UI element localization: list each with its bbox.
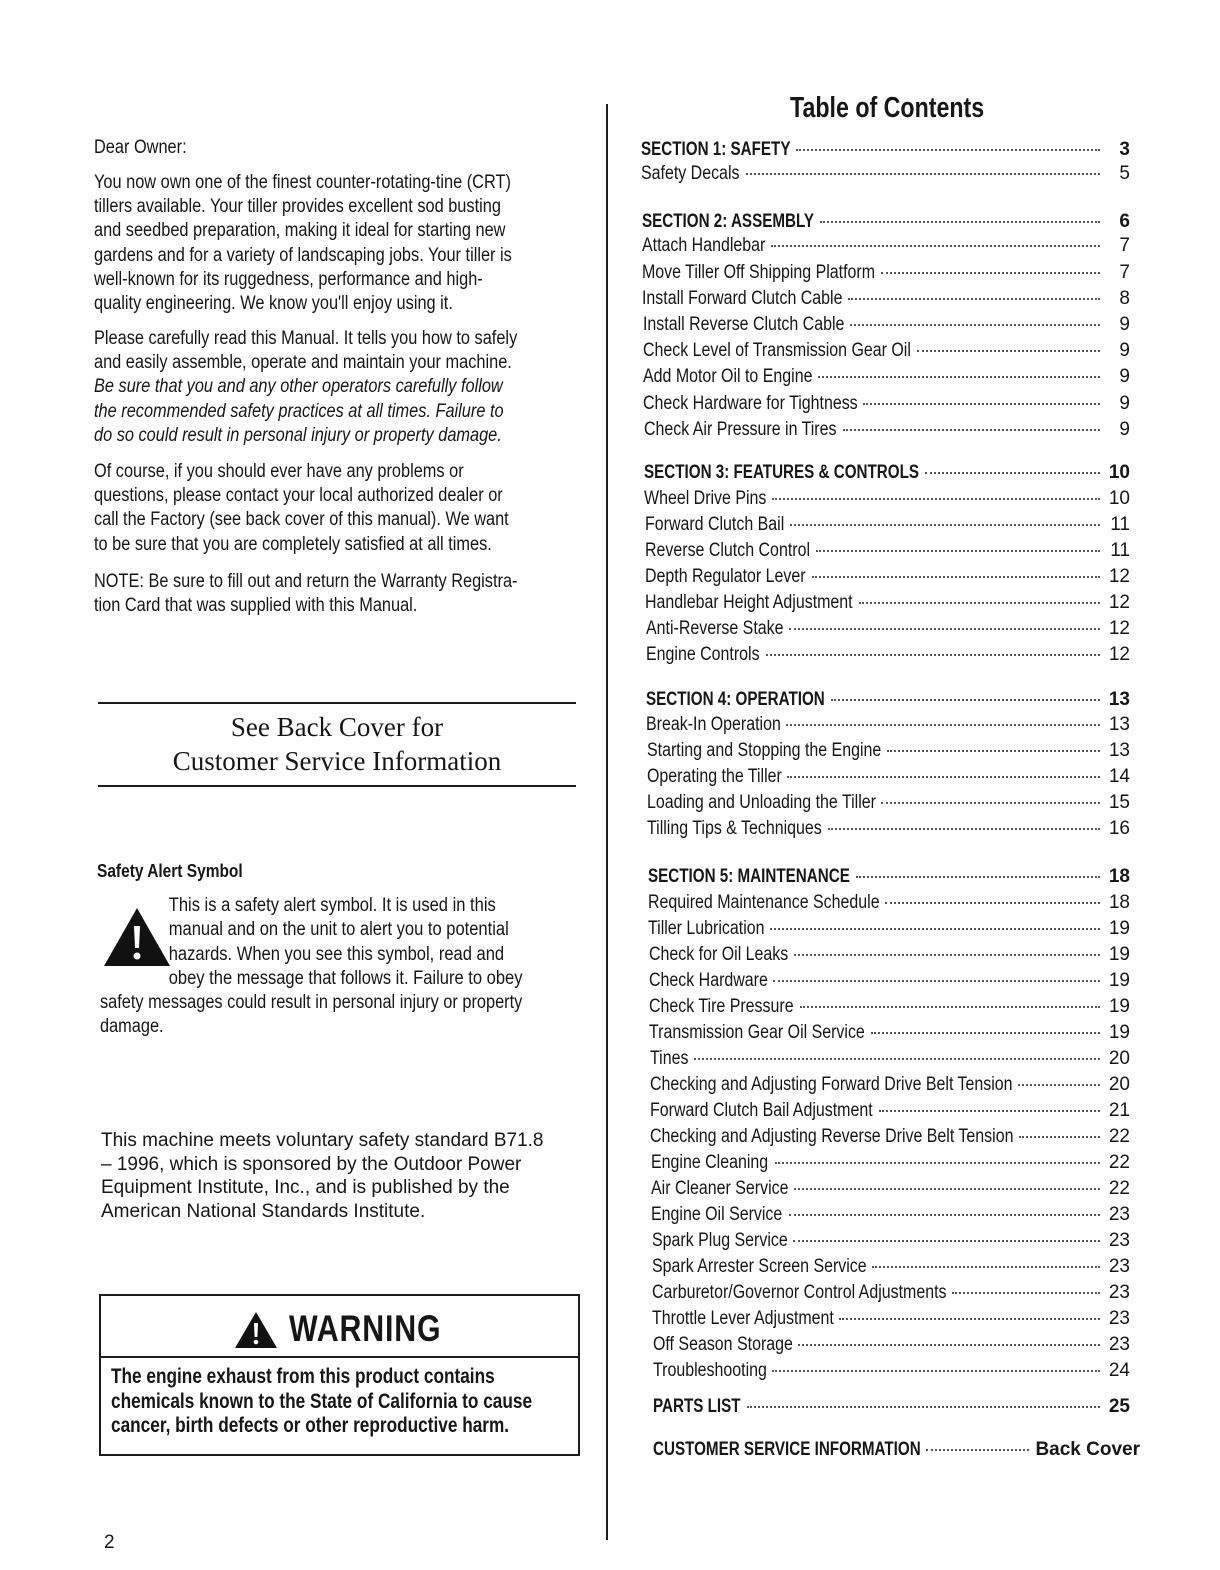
toc-page-number: 6 [1119,211,1130,232]
toc-entry-row [642,262,1130,288]
toc-entry-row [643,314,1130,340]
toc-section-row [653,1396,1130,1422]
text-line: Of course, if you should ever have any problems or [94,461,464,482]
toc-entry-label: Add Motor Oil to Engine [643,366,813,387]
toc-leader-dots [746,173,1100,175]
toc-page-number: 11 [1110,514,1130,535]
toc-entry-label: Install Forward Clutch Cable [642,288,843,309]
toc-leader-dots [793,1240,1100,1242]
toc-leader-dots [926,1449,1029,1451]
toc-entry-row [645,540,1130,566]
text-line: to be sure that you are completely satisfied at all times. [94,533,492,555]
toc-entry-label: Reverse Clutch Control [645,540,810,561]
toc-entry-row [651,1204,1130,1230]
safety-standard-note [101,1129,586,1223]
toc-entry-row [652,1256,1130,1282]
toc-section-row [648,866,1130,892]
toc-page-number: 23 [1108,1230,1130,1251]
toc-page-number: 12 [1108,618,1130,639]
toc-section-row [644,462,1130,488]
text-line: hazards. When you see this symbol, read and [168,943,505,965]
toc-page-number: 9 [1119,340,1130,361]
toc-section-row [653,1439,1140,1465]
toc-section-row [642,211,1130,237]
toc-leader-dots [796,149,1100,151]
toc-entry-row [650,1126,1130,1152]
safety-alert-heading: Safety Alert Symbol [97,861,243,881]
toc-leader-dots [816,550,1100,552]
toc-leader-dots [812,576,1100,578]
toc-entry-row [646,618,1130,644]
text-line: questions, please contact your local authorized dealer or [94,485,503,507]
text-line: Please carefully read this Manual. It tells you how to safely [94,328,518,349]
toc-leader-dots [881,272,1100,274]
toc-entry-row [650,1048,1130,1074]
toc-page-number: 9 [1119,419,1130,440]
toc-page-number: 22 [1108,1178,1130,1199]
toc-page-number: 9 [1119,393,1130,414]
toc-page-number: 24 [1108,1360,1130,1381]
text-line: – 1996, which is sponsored by the Outdoor Power [101,1153,522,1175]
toc-entry-label: Check Air Pressure in Tires [644,419,837,440]
toc-leader-dots [925,472,1100,474]
toc-page-number: 11 [1110,540,1130,561]
toc-page-number: 22 [1108,1126,1130,1147]
toc-entry-row [645,592,1130,618]
toc-section-row [646,689,1130,715]
toc-leader-dots [952,1292,1100,1294]
toc-leader-dots [789,1214,1100,1216]
text-line: chemicals known to the State of California to cause [111,1389,533,1413]
toc-entry-label: Required Maintenance Schedule [648,892,880,913]
text-line: You now own one of the finest counter-rotating-tine (CRT) [94,172,511,193]
toc-entry-row [652,1230,1130,1256]
intro-paragraph-1 [94,171,558,316]
toc-entry-label: Move Tiller Off Shipping Platform [642,262,875,283]
text-line: well-known for its ruggedness, performance and high- [94,268,483,290]
notice-line: See Back Cover for [230,712,444,742]
toc-entry-label: Check Level of Transmission Gear Oil [643,340,911,361]
toc-entry-row [653,1334,1130,1360]
toc-entry-label: Safety Decals [641,163,740,184]
warning-box [99,1294,580,1456]
toc-entry-label: PARTS LIST [653,1396,741,1417]
text-line: This machine meets voluntary safety standard B71.8 [101,1130,544,1151]
toc-page-number: 12 [1108,566,1130,587]
toc-entry-row [647,792,1130,818]
toc-entry-row [647,766,1130,792]
toc-entry-row [645,566,1130,592]
toc-page-number: 18 [1108,866,1130,887]
toc-entry-label: Loading and Unloading the Tiller [647,792,876,813]
toc-leader-dots [770,928,1100,930]
text-line: This is a safety alert symbol. It is used in this [168,895,496,916]
toc-leader-dots [917,350,1100,352]
toc-page-number: 8 [1119,288,1130,309]
toc-page-number: 23 [1108,1256,1130,1277]
text-line: NOTE: Be sure to fill out and return the Warranty Registra- [94,571,518,592]
toc-title: Table of Contents [790,92,985,124]
toc-leader-dots [843,429,1100,431]
toc-page-number: 23 [1108,1204,1130,1225]
toc-leader-dots [772,498,1100,500]
toc-page-number: 13 [1108,740,1130,761]
toc-leader-dots [850,324,1100,326]
toc-leader-dots [800,1006,1100,1008]
intro-paragraph-3 [94,460,558,557]
toc-entry-row [643,366,1130,392]
toc-entry-label: Install Reverse Clutch Cable [643,314,845,335]
toc-leader-dots [794,954,1100,956]
toc-leader-dots [831,699,1100,701]
text-line: tion Card that was supplied with this Manual. [94,595,418,617]
toc-leader-dots [773,980,1100,982]
toc-entry-label: SECTION 1: SAFETY [641,139,791,160]
toc-entry-label: Engine Controls [646,644,760,665]
toc-entry-row [652,1282,1130,1308]
toc-entry-label: Starting and Stopping the Engine [647,740,882,761]
toc-page-number: 9 [1119,314,1130,335]
toc-page-number: 23 [1108,1308,1130,1329]
toc-page-number: 20 [1108,1048,1130,1069]
toc-leader-dots [775,1162,1100,1164]
divider-rule [98,785,576,787]
toc-entry-row [643,340,1130,366]
toc-entry-label: Carburetor/Governor Control Adjustments [652,1282,947,1303]
italic-line: the recommended safety practices at all times. Failure to [94,400,504,422]
toc-entry-row [649,996,1130,1022]
warning-header [101,1296,578,1358]
toc-entry-label: Spark Arrester Screen Service [652,1256,867,1277]
toc-page-number: 14 [1108,766,1130,787]
text-line: cancer, birth defects or other reproductive harm. [111,1414,510,1437]
toc-entry-label: Off Season Storage [653,1334,793,1355]
toc-page-number: Back Cover [1035,1439,1140,1460]
toc-leader-dots [856,876,1100,878]
warning-triangle-icon [234,1311,278,1349]
toc-page-number: 5 [1119,163,1130,184]
toc-leader-dots [789,628,1100,630]
toc-page-number: 9 [1119,366,1130,387]
toc-entry-row [650,1100,1130,1126]
toc-page-number: 22 [1108,1152,1130,1173]
toc-entry-label: Forward Clutch Bail Adjustment [650,1100,873,1121]
toc-entry-label: Forward Clutch Bail [645,514,785,535]
toc-entry-label: Tines [650,1048,689,1069]
toc-leader-dots [887,750,1100,752]
toc-leader-dots [787,776,1100,778]
toc-page-number: 12 [1108,644,1130,665]
toc-entry-row [646,714,1130,740]
toc-leader-dots [1019,1136,1100,1138]
toc-page-number: 21 [1108,1100,1130,1121]
toc-page-number: 12 [1108,592,1130,613]
toc-entry-row [644,488,1130,514]
toc-entry-row [641,163,1130,189]
toc-page-number: 18 [1108,892,1130,913]
italic-line: Be sure that you and any other operators carefully follow [94,376,503,398]
toc-page-number: 19 [1108,918,1130,939]
toc-page-number: 16 [1108,818,1130,839]
toc-page-number: 13 [1108,689,1130,710]
toc-entry-label: Engine Cleaning [651,1152,769,1173]
toc-entry-label: Check Hardware for Tightness [643,393,858,414]
column-divider [606,104,608,1540]
toc-leader-dots [879,1110,1100,1112]
safety-alert-text [100,894,580,1040]
toc-leader-dots [818,376,1100,378]
toc-leader-dots [820,221,1100,223]
toc-entry-row [642,288,1130,314]
toc-page-number: 10 [1108,488,1130,509]
toc-entry-label: Tilling Tips & Techniques [647,818,822,839]
toc-leader-dots [772,1370,1100,1372]
toc-entry-row [649,1022,1130,1048]
toc-entry-label: Anti-Reverse Stake [646,618,784,639]
toc-entry-label: Break-In Operation [646,714,781,735]
toc-leader-dots [794,1188,1100,1190]
text-line: safety messages could result in personal injury or property [100,992,523,1014]
toc-entry-row [649,944,1130,970]
toc-entry-label: Air Cleaner Service [651,1178,789,1199]
toc-leader-dots [885,902,1100,904]
toc-page-number: 3 [1119,139,1130,160]
toc-page-number: 10 [1108,462,1130,483]
notice-line: Customer Service Information [172,746,502,776]
toc-page-number: 20 [1108,1074,1130,1095]
toc-entry-label: Spark Plug Service [652,1230,788,1251]
toc-leader-dots [771,245,1100,247]
intro-paragraph-2 [94,327,558,448]
toc-leader-dots [848,298,1100,300]
text-line: and seedbed preparation, making it ideal for starting new [94,220,506,242]
toc-page-number: 19 [1108,1022,1130,1043]
toc-leader-dots [863,403,1100,405]
toc-page-number: 7 [1119,235,1130,256]
toc-leader-dots [881,802,1100,804]
toc-page-number: 13 [1108,714,1130,735]
text-line: and easily assemble, operate and maintain your machine. [94,352,512,374]
text-line: obey the message that follows it. Failure to obey [168,967,523,989]
toc-entry-row [649,970,1130,996]
toc-entry-label: Attach Handlebar [642,235,766,256]
toc-entry-label: Check Tire Pressure [649,996,794,1017]
toc-entry-label: Check for Oil Leaks [649,944,789,965]
toc-entry-label: Transmission Gear Oil Service [649,1022,865,1043]
toc-page-number: 23 [1108,1334,1130,1355]
text-line: The engine exhaust from this product contains [111,1365,495,1388]
text-line: gardens and for a variety of landscaping jobs. Your tiller is [94,244,512,266]
toc-entry-label: Checking and Adjusting Forward Drive Belt Tension [650,1074,1013,1095]
toc-entry-label: Engine Oil Service [651,1204,783,1225]
divider-rule [98,702,576,704]
registration-note [94,570,558,618]
toc-entry-label: Troubleshooting [653,1360,767,1381]
page-number: 2 [104,1532,115,1553]
toc-leader-dots [1018,1084,1100,1086]
warning-message [111,1365,624,1439]
toc-entry-label: Depth Regulator Lever [645,566,806,587]
toc-entry-row [652,1308,1130,1334]
toc-leader-dots [786,724,1100,726]
toc-leader-dots [790,524,1100,526]
toc-entry-label: Throttle Lever Adjustment [652,1308,834,1329]
toc-entry-row [642,235,1130,261]
toc-leader-dots [828,828,1100,830]
text-line: quality engineering. We know you'll enjoy using it. [94,293,453,315]
text-line: American National Standards Institute. [101,1200,426,1222]
text-line: manual and on the unit to alert you to potential [168,919,509,941]
toc-entry-row [645,514,1130,540]
toc-entry-row [650,1074,1130,1100]
text-line: tillers available. Your tiller provides excellent sod busting [94,196,501,218]
toc-page-number: 23 [1108,1282,1130,1303]
back-cover-notice [98,710,576,778]
toc-page-number: 15 [1108,792,1130,813]
toc-entry-row [643,393,1130,419]
toc-entry-label: Handlebar Height Adjustment [645,592,853,613]
text-line: damage. [100,1016,164,1038]
toc-leader-dots [872,1266,1100,1268]
toc-entry-label: SECTION 2: ASSEMBLY [642,211,815,232]
toc-page-number: 25 [1108,1396,1130,1417]
toc-entry-label: Check Hardware [649,970,768,991]
toc-leader-dots [871,1032,1100,1034]
text-line: Equipment Institute, Inc., and is published by the [101,1177,510,1199]
toc-entry-label: Tiller Lubrication [648,918,765,939]
toc-entry-row [647,818,1130,844]
toc-entry-label: Operating the Tiller [647,766,782,787]
text-line: call the Factory (see back cover of this manual). We want [94,509,509,531]
toc-leader-dots [839,1318,1100,1320]
toc-section-row [641,139,1130,165]
toc-entry-row [644,419,1130,445]
left-column [0,0,600,1570]
italic-line: do so could result in personal injury or property damage. [94,424,502,446]
toc-leader-dots [859,602,1100,604]
toc-entry-label: Checking and Adjusting Reverse Drive Belt Tension [650,1126,1014,1147]
toc-entry-label: CUSTOMER SERVICE INFORMATION [653,1439,921,1460]
toc-page-number: 7 [1119,262,1130,283]
toc-leader-dots [747,1406,1100,1408]
toc-entry-row [651,1152,1130,1178]
toc-entry-label: SECTION 5: MAINTENANCE [648,866,850,887]
toc-leader-dots [766,654,1100,656]
toc-entry-row [653,1360,1130,1386]
toc-entry-row [648,918,1130,944]
warning-title: WARNING [289,1308,442,1349]
toc-page-number: 19 [1108,970,1130,991]
toc-leader-dots [694,1058,1100,1060]
greeting: Dear Owner: [94,137,187,158]
toc-entry-row [646,644,1130,670]
toc-entry-label: SECTION 3: FEATURES & CONTROLS [644,462,920,483]
toc-entry-row [647,740,1130,766]
toc-leader-dots [798,1344,1100,1346]
toc-entry-label: Wheel Drive Pins [644,488,767,509]
toc-page-number: 19 [1108,996,1130,1017]
toc-page-number: 19 [1108,944,1130,965]
toc-entry-label: SECTION 4: OPERATION [646,689,825,710]
toc-entry-row [651,1178,1130,1204]
toc-entry-row [648,892,1130,918]
